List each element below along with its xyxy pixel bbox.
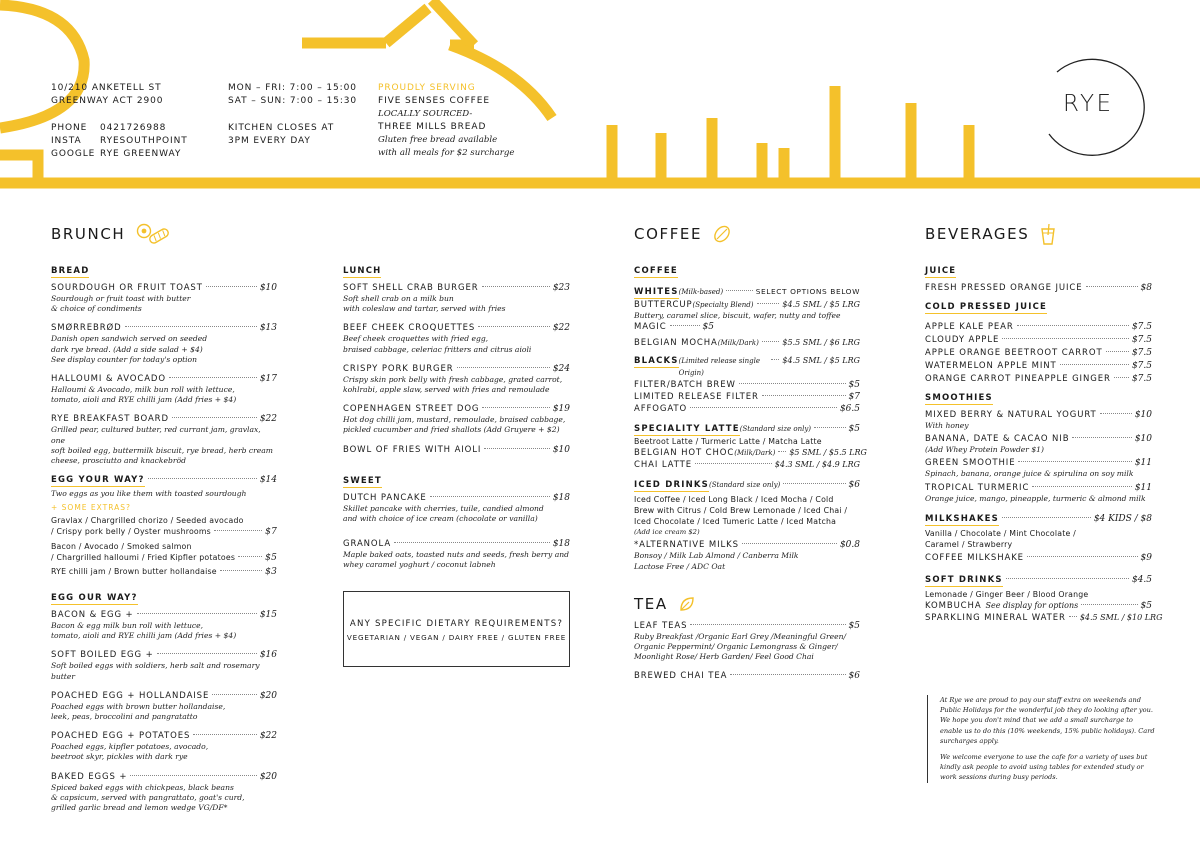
item-description: Poached eggs, kipfler potatoes, avocado, <box>51 742 209 752</box>
contact-row <box>51 135 188 148</box>
rye-logo: RYE <box>1063 91 1114 117</box>
item-price: $4.3 SML / $4.9 LRG <box>774 460 860 470</box>
address-line: GREENWAY ACT 2900 <box>51 96 164 106</box>
iced-qualifier: (Standard size only) <box>709 481 781 490</box>
sweet-section-heading: SWEET <box>343 475 382 486</box>
item-price: $5 SML / $5.5 LRG <box>789 448 867 458</box>
item-description: Maple baked oats, toasted nuts and seeds, fresh berry and <box>343 550 570 560</box>
item-price: $16 <box>259 650 277 661</box>
speciality-heading: SPECIALITY LATTE <box>634 424 740 435</box>
item-price: $4 KIDS / $8 <box>1093 513 1152 524</box>
item-price: $14 <box>259 475 277 486</box>
item-description: Buttery, caramel slice, biscuit, wafer, nutty and toffee <box>634 311 841 320</box>
item-description: and with choice of ice cream (chocolate or vanilla) <box>343 513 538 523</box>
beverages-column <box>925 222 1163 624</box>
study-policy-text: We welcome everyone to use the cafe for a variety of uses but kindly ask people to avoid using tables for extended study or work sessions during busy periods. <box>940 753 1148 782</box>
beverages-header <box>925 222 1152 246</box>
tea-header <box>634 592 860 616</box>
item-description: whey caramel yoghurt / coconut labneh <box>343 560 496 570</box>
coffee-header <box>634 222 860 246</box>
egg-bread-icon <box>135 222 171 246</box>
blacks-heading: BLACKS <box>634 356 679 367</box>
item-price: $7.5 <box>1131 322 1152 332</box>
menu-item <box>343 322 570 354</box>
menu-item <box>925 612 1163 624</box>
coffee-supplier: FIVE SENSES COFFEE <box>378 96 490 106</box>
item-name: MIXED BERRY & NATURAL YOGURT <box>925 410 1097 420</box>
surcharge-text: At Rye we are proud to pay our staff extra on weekends and Public Holidays for the wonderful job they do looking after you. We hope you don't mind that we add a small surcharge to enable us to do this (10% weekends, 15% public holidays). Card surcharges apply. <box>940 696 1155 745</box>
item-description: With honey <box>925 421 969 430</box>
item-name: SOFT SHELL CRAB BURGER <box>343 283 479 293</box>
item-price: $4.5 SML / $10 LRG <box>1079 612 1163 622</box>
item-price: $22 <box>259 414 277 425</box>
item-description: Skillet pancake with cherries, tuile, candied almond <box>343 503 544 513</box>
smoothies-list <box>925 409 1152 504</box>
item-name: COFFEE MILKSHAKE <box>925 552 1024 563</box>
blacks-qualifier: (Limited release single Origin) <box>678 357 760 378</box>
item-name: SMØRREBRØD <box>51 323 122 334</box>
menu-item <box>925 347 1152 359</box>
soft-drinks-group <box>925 574 1163 624</box>
item-price: $5 <box>848 424 860 435</box>
item-price: $5 <box>1140 600 1152 611</box>
item-description: beetroot skyr, pickles with dark rye <box>51 752 188 762</box>
item-price: $10 <box>259 283 277 293</box>
menu-item <box>634 670 860 682</box>
menu-item <box>343 282 570 314</box>
menu-item <box>51 649 277 681</box>
item-name: BREWED CHAI TEA <box>634 671 728 682</box>
extras-line: RYE chilli jam / Brown butter hollandaise <box>51 567 217 577</box>
item-price: $19 <box>552 404 570 415</box>
item-description: Spiced baked eggs with chickpeas, black beans <box>51 782 234 792</box>
item-note: (Add ice cream $2) <box>634 528 700 537</box>
item-description: Orange juice, mango, pineapple, turmeric & almond milk <box>925 493 1146 503</box>
item-price: $13 <box>259 323 277 334</box>
address-block <box>51 82 188 161</box>
item-name: CHAI LATTE <box>634 460 693 471</box>
phone-number[interactable]: 0421726988 <box>100 123 167 133</box>
hours-weekend: SAT – SUN: 7:00 – 15:30 <box>228 96 358 106</box>
egg-your-way-heading: EGG YOUR WAY? <box>51 475 145 486</box>
item-price: $9 <box>1140 552 1152 563</box>
item-description: Vanilla / Chocolate / Mint Chocolate / <box>925 528 1076 538</box>
item-name: LIMITED RELEASE FILTER <box>634 392 759 403</box>
item-description: Poached eggs with brown butter hollandaise, <box>51 701 226 711</box>
item-description: Spinach, banana, orange juice & spirulina on soy milk <box>925 469 1134 479</box>
item-description: Caramel / Strawberry <box>925 539 1013 549</box>
item-price: $5 <box>702 322 714 333</box>
kitchen-note: 3PM EVERY DAY <box>228 136 311 146</box>
item-description: soft boiled egg, buttermilk biscuit, rye bread, herb cream <box>51 445 273 455</box>
extras-price: $5 <box>265 552 277 563</box>
item-description: Halloumi & Avocado, milk bun roll with lettuce, <box>51 385 235 395</box>
whites-qualifier: (Milk-based) <box>678 288 724 296</box>
dietary-title: ANY SPECIFIC DIETARY REQUIREMENTS? <box>349 619 564 629</box>
item-description: tomato, aioli and RYE chilli jam (Add fries + $4) <box>51 631 237 641</box>
item-name: HALLOUMI & AVOCADO <box>51 374 166 385</box>
item-description: braised cabbage, celeriac fritters and citrus aioli <box>343 344 532 354</box>
item-price: $22 <box>259 731 277 742</box>
iced-heading: ICED DRINKS <box>634 480 710 491</box>
menu-item <box>925 433 1152 445</box>
item-price: $0.8 <box>839 540 860 551</box>
item-name: LEAF TEAS <box>634 620 688 631</box>
item-name: POACHED EGG + POTATOES <box>51 731 191 742</box>
proudly-serving-label: PROUDLY SERVING <box>378 83 476 93</box>
item-price: $20 <box>259 771 277 782</box>
menu-item <box>51 322 277 365</box>
item-price: $5 <box>848 620 860 631</box>
item-price: $11 <box>1134 458 1152 469</box>
item-description: (Add Whey Protein Powder $1) <box>925 445 1044 455</box>
item-price: $7 <box>848 392 860 403</box>
menu-item <box>343 538 570 570</box>
locally-sourced-label: LOCALLY SOURCED- <box>378 109 473 119</box>
item-description: Bonsoy / Milk Lab Almond / Canberra Milk <box>634 551 799 561</box>
item-description: Iced Chocolate / Iced Tumeric Latte / Iced Matcha <box>634 517 837 527</box>
lunch-section-heading: LUNCH <box>343 266 382 276</box>
tea-title: TEA <box>634 594 668 613</box>
milkshakes-group <box>925 513 1152 564</box>
item-description: Organic Peppermint/ Organic Lemongrass & Ginger/ <box>634 642 838 652</box>
contact-row <box>51 122 188 135</box>
extras-line: / Crispy pork belly / Oyster mushrooms <box>51 527 211 537</box>
instagram-handle[interactable]: RYESOUTHPOINT <box>100 136 188 146</box>
item-name: BACON & EGG + <box>51 609 134 620</box>
item-name: WATERMELON APPLE MINT <box>925 361 1057 371</box>
menu-item <box>51 609 277 641</box>
item-price: $4.5 SML / $5 LRG <box>782 356 860 366</box>
item-price: $5.5 SML / $6 LRG <box>782 338 860 348</box>
item-name: BOWL OF FRIES WITH AIOLI <box>343 444 482 455</box>
item-name: *ALTERNATIVE MILKS <box>634 540 739 551</box>
item-note: See display for options <box>985 600 1079 610</box>
bread-supplier: THREE MILLS BREAD <box>378 122 487 132</box>
item-name: ORANGE CARROT PINEAPPLE GINGER <box>925 374 1111 384</box>
item-price: $23 <box>552 283 570 293</box>
gluten-free-note: with all meals for $2 surcharge <box>378 148 515 158</box>
item-price: $8 <box>1140 283 1152 293</box>
brunch-column <box>51 222 277 821</box>
coffee-bean-icon <box>712 224 732 244</box>
contact-label: GOOGLE <box>51 149 96 159</box>
surcharge-notice <box>927 695 1155 783</box>
juice-section-heading: JUICE <box>925 266 957 276</box>
item-name: BANANA, DATE & CACAO NIB <box>925 434 1070 445</box>
iced-group <box>634 479 860 572</box>
item-price: $10 <box>1134 410 1152 420</box>
menu-item <box>925 552 1152 564</box>
item-name: FILTER/BATCH BREW <box>634 380 736 391</box>
extras-price: $7 <box>265 527 277 538</box>
menu-item <box>925 282 1152 294</box>
dietary-options: VEGETARIAN / VEGAN / DAIRY FREE / GLUTEN FREE <box>346 633 567 642</box>
item-description: tomato, aioli and RYE chilli jam (Add fries + $4) <box>51 395 237 405</box>
item-description: Two eggs as you like them with toasted sourdough <box>51 489 247 499</box>
brunch-header <box>51 222 277 246</box>
menu-item <box>343 492 570 524</box>
soft-drinks-heading: SOFT DRINKS <box>925 574 1003 585</box>
suppliers-block <box>378 82 515 160</box>
item-name: FRESH PRESSED ORANGE JUICE <box>925 283 1083 293</box>
item-price: $5 <box>848 380 860 391</box>
beverages-title: BEVERAGES <box>925 225 1030 243</box>
item-name: TROPICAL TURMERIC <box>925 482 1030 493</box>
item-price: $15 <box>259 609 277 620</box>
menu-item <box>51 730 277 762</box>
menu-item <box>343 363 570 395</box>
dietary-requirements-box <box>343 591 570 667</box>
gluten-free-note: Gluten free bread available <box>378 135 498 145</box>
item-name: KOMBUCHA <box>925 600 982 611</box>
item-description: Crispy skin pork belly with fresh cabbage, grated carrot, <box>343 374 563 384</box>
menu-item <box>51 771 277 814</box>
item-description: leek, peas, broccolini and pangratatto <box>51 711 198 721</box>
lunch-column <box>343 258 570 578</box>
item-price: $6 <box>848 480 860 491</box>
extras-list <box>51 515 277 579</box>
item-name: BAKED EGGS + <box>51 771 128 782</box>
tea-leaf-icon <box>678 595 696 613</box>
item-description: Grilled pear, cultured butter, red currant jam, gravlax, one <box>51 425 261 445</box>
item-name: BELGIAN HOT CHOC <box>634 448 735 459</box>
item-name: MAGIC <box>634 322 667 333</box>
item-name: POACHED EGG + HOLLANDAISE <box>51 690 210 701</box>
item-description: Sourdough or fruit toast with butter <box>51 294 191 303</box>
address-line: 10/210 ANKETELL ST <box>51 83 162 93</box>
extras-line: Bacon / Avocado / Smoked salmon <box>51 541 192 551</box>
menu-item <box>925 409 1152 421</box>
item-description: Hot dog chilli jam, mustard, remoulade, braised cabbage, <box>343 415 566 425</box>
item-name: CRISPY PORK BURGER <box>343 363 454 374</box>
item-name: DUTCH PANCAKE <box>343 492 427 503</box>
extras-label: + SOME EXTRAS? <box>51 503 132 513</box>
item-description: & capsicum, served with pangrattato, goat's curd, <box>51 792 245 802</box>
extras-line: Gravlax / Chargrilled chorizo / Seeded avocado <box>51 516 244 526</box>
cold-pressed-list <box>925 321 1152 385</box>
item-description: Iced Coffee / Iced Long Black / Iced Mocha / Cold <box>634 495 834 505</box>
item-name: GRANOLA <box>343 539 392 550</box>
item-description: Soft boiled eggs with soldiers, herb salt and rosemary butter <box>51 661 260 681</box>
item-name: AFFOGATO <box>634 404 688 415</box>
extras-line: / Chargrilled halloumi / Fried Kipfler potatoes <box>51 552 236 562</box>
item-description: Beef cheek croquettes with fried egg, <box>343 334 489 344</box>
item-description: Beetroot Latte / Turmeric Latte / Matcha Latte <box>634 437 822 447</box>
item-description: grilled garlic bread and lemon wedge VG/DF* <box>51 802 228 812</box>
item-name: SOFT BOILED EGG + <box>51 650 154 661</box>
menu-item <box>925 600 1152 612</box>
cold-pressed-section-heading: COLD PRESSED JUICE <box>925 302 1048 312</box>
item-description: Lemonade / Ginger Beer / Blood Orange <box>925 589 1089 599</box>
item-price: $10 <box>552 444 570 455</box>
google-listing[interactable]: RYE GREENWAY <box>100 149 182 159</box>
item-price: $17 <box>259 374 277 385</box>
item-price: $6.5 <box>839 404 860 415</box>
menu-item <box>51 282 277 314</box>
menu-item <box>925 321 1152 333</box>
egg-your-way <box>51 474 277 499</box>
item-price: $4.5 <box>1131 574 1152 585</box>
contact-label: PHONE <box>51 123 88 133</box>
whites-note: SELECT OPTIONS BELOW <box>755 287 860 296</box>
item-price: $10 <box>1134 434 1152 445</box>
item-price: $7.5 <box>1131 374 1152 384</box>
item-price: $7.5 <box>1131 348 1152 358</box>
coffee-section-heading: COFFEE <box>634 266 678 276</box>
item-description: & choice of condiments <box>51 304 142 314</box>
item-description: See display counter for today's option <box>51 354 198 364</box>
item-description: Lactose Free / ADC Oat <box>634 561 726 571</box>
menu-item <box>343 403 570 435</box>
item-name: CLOUDY APPLE <box>925 335 1000 345</box>
menu-item <box>343 444 570 456</box>
menu-item <box>925 373 1152 385</box>
smoothies-section-heading: SMOOTHIES <box>925 393 993 403</box>
whites-heading: WHITES <box>634 287 679 297</box>
menu-item <box>925 334 1152 346</box>
item-price: $20 <box>259 690 277 701</box>
item-price: $7.5 <box>1131 335 1152 345</box>
item-name: BELGIAN MOCHA <box>634 338 718 349</box>
item-description: with coleslaw and tartar, served with fries <box>343 304 506 314</box>
speciality-qualifier: (Standard size only) <box>739 425 812 434</box>
milkshakes-heading: MILKSHAKES <box>925 513 999 524</box>
coffee-title: COFFEE <box>634 225 703 243</box>
item-qualifier: (Milk/Dark) <box>734 449 776 458</box>
item-name: COPENHAGEN STREET DOG <box>343 404 480 415</box>
menu-item <box>634 620 860 663</box>
menu-item <box>51 373 277 405</box>
brunch-title: BRUNCH <box>51 225 126 243</box>
hours-weekday: MON – FRI: 7:00 – 15:00 <box>228 83 357 93</box>
item-name: APPLE KALE PEAR <box>925 322 1014 332</box>
menu-item <box>925 482 1152 494</box>
item-price: $24 <box>552 363 570 374</box>
item-name: APPLE ORANGE BEETROOT CARROT <box>925 348 1103 358</box>
menu-item <box>51 690 277 722</box>
item-description: Danish open sandwich served on seeded <box>51 334 208 344</box>
item-description: cheese, prosciutto and knackebröd <box>51 456 186 466</box>
item-description: Brew with Citrus / Cold Brew Lemonade / Iced Chai / <box>634 506 848 516</box>
item-name: BEEF CHEEK CROQUETTES <box>343 323 476 334</box>
item-description: Soft shell crab on a milk bun <box>343 294 454 303</box>
item-name: SOURDOUGH OR FRUIT TOAST <box>51 283 203 293</box>
menu-item <box>925 360 1152 372</box>
egg-our-way-heading: EGG OUR WAY? <box>51 592 138 603</box>
item-price: $18 <box>552 539 570 550</box>
item-description: Moonlight Rose/ Herb Garden/ Feel Good Chai <box>634 652 814 662</box>
coffee-column <box>634 222 867 690</box>
item-price: $7.5 <box>1131 361 1152 371</box>
item-price: $18 <box>552 492 570 503</box>
item-name: GREEN SMOOTHIE <box>925 458 1016 469</box>
menu-item <box>925 457 1152 469</box>
kitchen-note: KITCHEN CLOSES AT <box>228 123 335 133</box>
item-price: $11 <box>1134 482 1152 493</box>
extras-price: $3 <box>265 567 277 578</box>
item-name: BUTTERCUP <box>634 300 693 310</box>
contact-label: INSTA <box>51 136 82 146</box>
menu-item <box>51 413 277 466</box>
speciality-group <box>634 423 867 471</box>
whites-group <box>634 286 860 349</box>
item-price: $4.5 SML / $5 LRG <box>782 300 860 309</box>
item-description: Bacon & egg milk bun roll with lettuce, <box>51 620 204 630</box>
contact-row <box>51 148 188 161</box>
blacks-group <box>634 355 860 415</box>
item-price: $6 <box>848 671 860 682</box>
item-price: $22 <box>552 323 570 334</box>
item-name: RYE BREAKFAST BOARD <box>51 414 169 425</box>
item-name: SPARKLING MINERAL WATER <box>925 612 1066 623</box>
drink-cup-icon <box>1039 223 1057 245</box>
item-description: Ruby Breakfast /Organic Earl Grey /Meaningful Green/ <box>634 631 847 641</box>
item-description: dark rye bread. (Add a side salad + $4) <box>51 344 203 354</box>
bread-section-heading: BREAD <box>51 266 90 276</box>
hours-block <box>228 82 357 148</box>
item-qualifier: (Specialty Blend) <box>692 301 754 309</box>
item-qualifier: (Milk/Dark) <box>717 339 759 348</box>
item-description: pickled cucumber and fried shallots (Add Gruyere + $2) <box>343 425 560 435</box>
item-description: kohlrabi, apple slaw, served with fries and remoulade <box>343 385 550 395</box>
